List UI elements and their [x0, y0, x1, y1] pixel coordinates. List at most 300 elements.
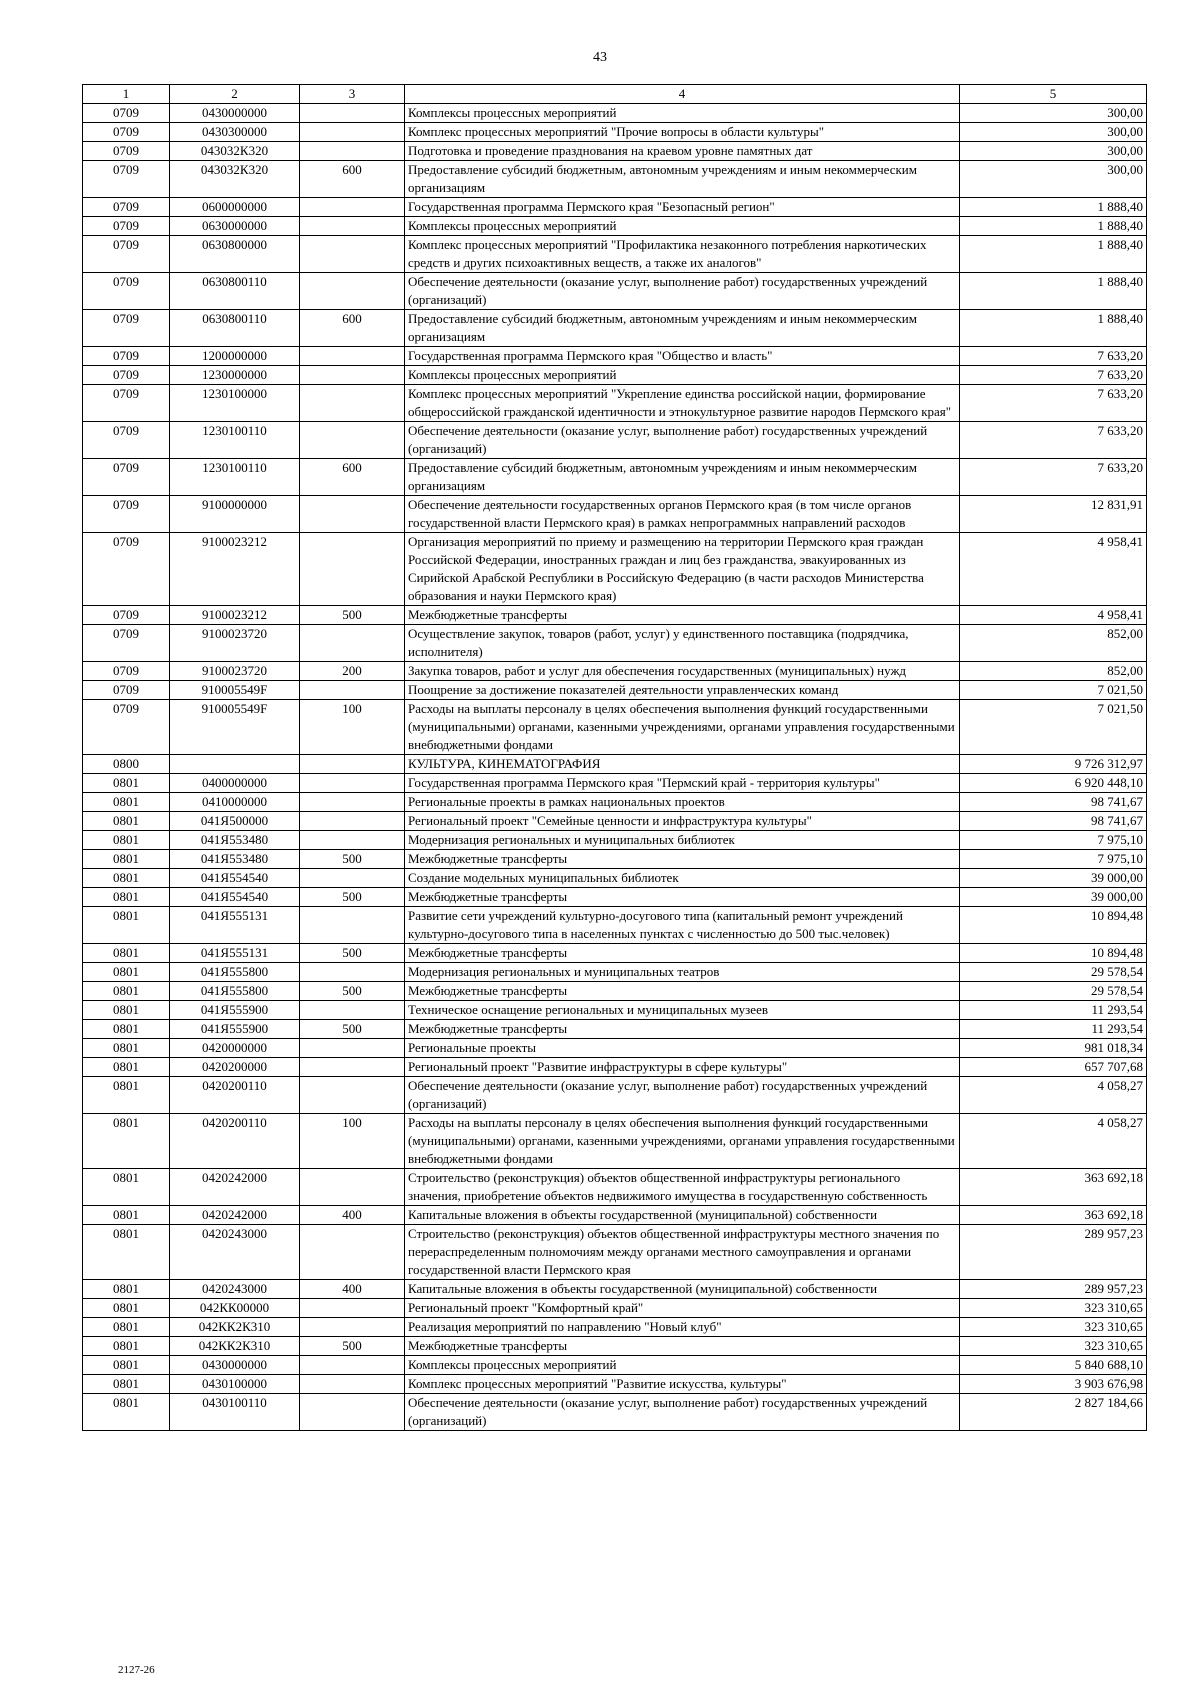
- section-code-cell: 0801: [83, 963, 170, 982]
- table-row: [83, 907, 1147, 944]
- table-row: [83, 888, 1147, 907]
- target-article-code-cell: 043032К320: [170, 161, 300, 198]
- section-code-cell: 0709: [83, 422, 170, 459]
- section-code-cell: 0801: [83, 1299, 170, 1318]
- section-code-cell: 0709: [83, 533, 170, 606]
- amount-cell: 852,00: [960, 625, 1147, 662]
- budget-table: [82, 84, 1147, 1431]
- section-code-cell: 0709: [83, 236, 170, 273]
- table-row: [83, 1206, 1147, 1225]
- table-row: [83, 236, 1147, 273]
- item-name-cell: Государственная программа Пермского края "Безопасный регион": [405, 198, 960, 217]
- target-article-code-cell: 043032К320: [170, 142, 300, 161]
- item-name-cell: Комплексы процессных мероприятий: [405, 104, 960, 123]
- target-article-code-cell: 1230100000: [170, 385, 300, 422]
- expense-type-code-cell: 100: [300, 700, 405, 755]
- section-code-cell: 0709: [83, 347, 170, 366]
- table-body: [83, 104, 1147, 1431]
- section-code-cell: 0709: [83, 496, 170, 533]
- item-name-cell: Капитальные вложения в объекты государственной (муниципальной) собственности: [405, 1280, 960, 1299]
- expense-type-code-cell: [300, 123, 405, 142]
- section-code-cell: 0801: [83, 1206, 170, 1225]
- table-row: [83, 662, 1147, 681]
- expense-type-code-cell: 500: [300, 944, 405, 963]
- target-article-code-cell: 0400000000: [170, 774, 300, 793]
- amount-cell: 323 310,65: [960, 1318, 1147, 1337]
- target-article-code-cell: 1230100110: [170, 422, 300, 459]
- target-article-code-cell: 0420200110: [170, 1077, 300, 1114]
- table-row: [83, 963, 1147, 982]
- amount-cell: 657 707,68: [960, 1058, 1147, 1077]
- target-article-code-cell: 0430100110: [170, 1394, 300, 1431]
- item-name-cell: Реализация мероприятий по направлению "Новый клуб": [405, 1318, 960, 1337]
- target-article-code-cell: 0630800110: [170, 273, 300, 310]
- expense-type-code-cell: [300, 1169, 405, 1206]
- expense-type-code-cell: 600: [300, 310, 405, 347]
- section-code-cell: 0801: [83, 1356, 170, 1375]
- item-name-cell: Расходы на выплаты персоналу в целях обеспечения выполнения функций государственными (муниципальными) органами, казенными учреждениями, органами управления государственными внебюджетными фондами: [405, 1114, 960, 1169]
- amount-cell: 11 293,54: [960, 1020, 1147, 1039]
- amount-cell: 323 310,65: [960, 1299, 1147, 1318]
- target-article-code-cell: 0430000000: [170, 104, 300, 123]
- amount-cell: 300,00: [960, 123, 1147, 142]
- expense-type-code-cell: 200: [300, 662, 405, 681]
- column-header: 5: [960, 85, 1147, 104]
- amount-cell: 363 692,18: [960, 1206, 1147, 1225]
- section-code-cell: 0709: [83, 161, 170, 198]
- target-article-code-cell: 041Я555131: [170, 907, 300, 944]
- item-name-cell: Обеспечение деятельности (оказание услуг, выполнение работ) государственных учреждений (организаций): [405, 273, 960, 310]
- amount-cell: 11 293,54: [960, 1001, 1147, 1020]
- expense-type-code-cell: [300, 533, 405, 606]
- amount-cell: 7 633,20: [960, 422, 1147, 459]
- target-article-code-cell: 0630000000: [170, 217, 300, 236]
- footer-code: 2127-26: [118, 1664, 155, 1676]
- amount-cell: 4 058,27: [960, 1077, 1147, 1114]
- table-row: [83, 104, 1147, 123]
- section-code-cell: 0801: [83, 1077, 170, 1114]
- section-code-cell: 0801: [83, 888, 170, 907]
- item-name-cell: Подготовка и проведение празднования на краевом уровне памятных дат: [405, 142, 960, 161]
- table-row: [83, 831, 1147, 850]
- amount-cell: 300,00: [960, 142, 1147, 161]
- amount-cell: 39 000,00: [960, 869, 1147, 888]
- amount-cell: 363 692,18: [960, 1169, 1147, 1206]
- target-article-code-cell: 0420242000: [170, 1169, 300, 1206]
- item-name-cell: Комплекс процессных мероприятий "Профилактика незаконного потребления наркотических средств и других психоактивных веществ, а также их аналогов": [405, 236, 960, 273]
- expense-type-code-cell: [300, 1299, 405, 1318]
- item-name-cell: Обеспечение деятельности государственных органов Пермского края (в том числе органов государственной власти Пермского края) в рамках непрограммных направлений расходов: [405, 496, 960, 533]
- target-article-code-cell: 0630800110: [170, 310, 300, 347]
- table-row: [83, 123, 1147, 142]
- page-number: 43: [593, 50, 607, 65]
- table-row: [83, 793, 1147, 812]
- target-article-code-cell: 0430300000: [170, 123, 300, 142]
- item-name-cell: Межбюджетные трансферты: [405, 888, 960, 907]
- item-name-cell: Межбюджетные трансферты: [405, 850, 960, 869]
- item-name-cell: Обеспечение деятельности (оказание услуг, выполнение работ) государственных учреждений (организаций): [405, 1394, 960, 1431]
- expense-type-code-cell: [300, 273, 405, 310]
- amount-cell: 1 888,40: [960, 273, 1147, 310]
- section-code-cell: 0709: [83, 385, 170, 422]
- table-row: [83, 1039, 1147, 1058]
- section-code-cell: 0709: [83, 662, 170, 681]
- table-row: [83, 533, 1147, 606]
- item-name-cell: Капитальные вложения в объекты государственной (муниципальной) собственности: [405, 1206, 960, 1225]
- amount-cell: 7 633,20: [960, 347, 1147, 366]
- expense-type-code-cell: [300, 774, 405, 793]
- item-name-cell: Региональные проекты: [405, 1039, 960, 1058]
- amount-cell: 98 741,67: [960, 793, 1147, 812]
- target-article-code-cell: 9100000000: [170, 496, 300, 533]
- section-code-cell: 0800: [83, 755, 170, 774]
- expense-type-code-cell: [300, 1394, 405, 1431]
- table-row: [83, 606, 1147, 625]
- amount-cell: 289 957,23: [960, 1280, 1147, 1299]
- section-code-cell: 0709: [83, 310, 170, 347]
- expense-type-code-cell: [300, 347, 405, 366]
- amount-cell: 29 578,54: [960, 982, 1147, 1001]
- amount-cell: 2 827 184,66: [960, 1394, 1147, 1431]
- target-article-code-cell: 042КК00000: [170, 1299, 300, 1318]
- expense-type-code-cell: [300, 812, 405, 831]
- amount-cell: 1 888,40: [960, 236, 1147, 273]
- table-row: [83, 1394, 1147, 1431]
- table-header-row: [83, 85, 1147, 104]
- section-code-cell: 0801: [83, 812, 170, 831]
- table-row: [83, 273, 1147, 310]
- target-article-code-cell: 042КК2К310: [170, 1337, 300, 1356]
- section-code-cell: 0801: [83, 774, 170, 793]
- amount-cell: 3 903 676,98: [960, 1375, 1147, 1394]
- amount-cell: 852,00: [960, 662, 1147, 681]
- target-article-code-cell: 0630800000: [170, 236, 300, 273]
- amount-cell: 12 831,91: [960, 496, 1147, 533]
- table-row: [83, 755, 1147, 774]
- target-article-code-cell: 0430000000: [170, 1356, 300, 1375]
- item-name-cell: Осуществление закупок, товаров (работ, услуг) у единственного поставщика (подрядчика, исполнителя): [405, 625, 960, 662]
- section-code-cell: 0801: [83, 1039, 170, 1058]
- expense-type-code-cell: [300, 1375, 405, 1394]
- target-article-code-cell: 0420200000: [170, 1058, 300, 1077]
- table-row: [83, 1058, 1147, 1077]
- amount-cell: 981 018,34: [960, 1039, 1147, 1058]
- section-code-cell: 0709: [83, 104, 170, 123]
- item-name-cell: Расходы на выплаты персоналу в целях обеспечения выполнения функций государственными (муниципальными) органами, казенными учреждениями, органами управления государственными внебюджетными фондами: [405, 700, 960, 755]
- section-code-cell: 0801: [83, 1318, 170, 1337]
- section-code-cell: 0801: [83, 831, 170, 850]
- amount-cell: 10 894,48: [960, 944, 1147, 963]
- expense-type-code-cell: [300, 1356, 405, 1375]
- section-code-cell: 0801: [83, 869, 170, 888]
- amount-cell: 98 741,67: [960, 812, 1147, 831]
- target-article-code-cell: 1230100110: [170, 459, 300, 496]
- amount-cell: 7 633,20: [960, 366, 1147, 385]
- section-code-cell: 0801: [83, 1114, 170, 1169]
- expense-type-code-cell: [300, 217, 405, 236]
- amount-cell: 300,00: [960, 161, 1147, 198]
- item-name-cell: Строительство (реконструкция) объектов общественной инфраструктуры регионального значения, приобретение объектов недвижимого имущества в государственную собственность: [405, 1169, 960, 1206]
- amount-cell: 4 958,41: [960, 533, 1147, 606]
- table-row: [83, 625, 1147, 662]
- section-code-cell: 0709: [83, 366, 170, 385]
- table-row: [83, 1114, 1147, 1169]
- item-name-cell: Обеспечение деятельности (оказание услуг, выполнение работ) государственных учреждений (организаций): [405, 1077, 960, 1114]
- section-code-cell: 0709: [83, 217, 170, 236]
- amount-cell: 7 633,20: [960, 385, 1147, 422]
- expense-type-code-cell: 500: [300, 850, 405, 869]
- target-article-code-cell: 041Я554540: [170, 869, 300, 888]
- expense-type-code-cell: [300, 198, 405, 217]
- expense-type-code-cell: 500: [300, 888, 405, 907]
- target-article-code-cell: 1200000000: [170, 347, 300, 366]
- table-row: [83, 310, 1147, 347]
- amount-cell: 39 000,00: [960, 888, 1147, 907]
- table-row: [83, 459, 1147, 496]
- section-code-cell: 0801: [83, 850, 170, 869]
- column-header: 3: [300, 85, 405, 104]
- target-article-code-cell: 041Я554540: [170, 888, 300, 907]
- table-row: [83, 1020, 1147, 1039]
- expense-type-code-cell: 400: [300, 1280, 405, 1299]
- section-code-cell: 0801: [83, 1001, 170, 1020]
- target-article-code-cell: 0420242000: [170, 1206, 300, 1225]
- item-name-cell: Предоставление субсидий бюджетным, автономным учреждениям и иным некоммерческим организациям: [405, 310, 960, 347]
- target-article-code-cell: 0420200110: [170, 1114, 300, 1169]
- item-name-cell: Создание модельных муниципальных библиотек: [405, 869, 960, 888]
- item-name-cell: Техническое оснащение региональных и муниципальных музеев: [405, 1001, 960, 1020]
- expense-type-code-cell: [300, 385, 405, 422]
- expense-type-code-cell: [300, 1225, 405, 1280]
- item-name-cell: Региональный проект "Комфортный край": [405, 1299, 960, 1318]
- expense-type-code-cell: [300, 1001, 405, 1020]
- table-row: [83, 385, 1147, 422]
- item-name-cell: Комплексы процессных мероприятий: [405, 1356, 960, 1375]
- amount-cell: 4 958,41: [960, 606, 1147, 625]
- section-code-cell: 0801: [83, 1375, 170, 1394]
- section-code-cell: 0801: [83, 793, 170, 812]
- amount-cell: 7 975,10: [960, 850, 1147, 869]
- expense-type-code-cell: [300, 869, 405, 888]
- expense-type-code-cell: 500: [300, 982, 405, 1001]
- expense-type-code-cell: 100: [300, 1114, 405, 1169]
- item-name-cell: Межбюджетные трансферты: [405, 1337, 960, 1356]
- section-code-cell: 0801: [83, 1058, 170, 1077]
- amount-cell: 1 888,40: [960, 310, 1147, 347]
- section-code-cell: 0801: [83, 1020, 170, 1039]
- amount-cell: 323 310,65: [960, 1337, 1147, 1356]
- amount-cell: 5 840 688,10: [960, 1356, 1147, 1375]
- item-name-cell: Поощрение за достижение показателей деятельности управленческих команд: [405, 681, 960, 700]
- section-code-cell: 0709: [83, 142, 170, 161]
- target-article-code-cell: 041Я555900: [170, 1001, 300, 1020]
- target-article-code-cell: 041Я500000: [170, 812, 300, 831]
- table-row: [83, 1299, 1147, 1318]
- expense-type-code-cell: 400: [300, 1206, 405, 1225]
- expense-type-code-cell: [300, 1077, 405, 1114]
- table-row: [83, 1077, 1147, 1114]
- section-code-cell: 0709: [83, 606, 170, 625]
- item-name-cell: Комплексы процессных мероприятий: [405, 366, 960, 385]
- amount-cell: 1 888,40: [960, 217, 1147, 236]
- target-article-code-cell: 0420243000: [170, 1225, 300, 1280]
- amount-cell: 4 058,27: [960, 1114, 1147, 1169]
- section-code-cell: 0709: [83, 273, 170, 310]
- expense-type-code-cell: [300, 366, 405, 385]
- item-name-cell: Региональные проекты в рамках национальных проектов: [405, 793, 960, 812]
- expense-type-code-cell: [300, 104, 405, 123]
- expense-type-code-cell: [300, 755, 405, 774]
- table-row: [83, 869, 1147, 888]
- target-article-code-cell: 041Я555900: [170, 1020, 300, 1039]
- target-article-code-cell: 9100023720: [170, 625, 300, 662]
- item-name-cell: Обеспечение деятельности (оказание услуг, выполнение работ) государственных учреждений (организаций): [405, 422, 960, 459]
- item-name-cell: Организация мероприятий по приему и размещению на территории Пермского края граждан Российской Федерации, иностранных граждан и лиц без гражданства, эвакуированных из Сирийской Арабской Республики в Российскую Федерацию (в части расходов Министерства образования и науки Пермского края): [405, 533, 960, 606]
- column-header: 4: [405, 85, 960, 104]
- section-code-cell: 0801: [83, 1169, 170, 1206]
- target-article-code-cell: 041Я553480: [170, 831, 300, 850]
- target-article-code-cell: 910005549F: [170, 681, 300, 700]
- amount-cell: 1 888,40: [960, 198, 1147, 217]
- item-name-cell: Государственная программа Пермского края "Общество и власть": [405, 347, 960, 366]
- expense-type-code-cell: [300, 422, 405, 459]
- section-code-cell: 0801: [83, 1337, 170, 1356]
- table-row: [83, 1169, 1147, 1206]
- expense-type-code-cell: [300, 496, 405, 533]
- expense-type-code-cell: [300, 963, 405, 982]
- target-article-code-cell: 0420243000: [170, 1280, 300, 1299]
- item-name-cell: Региональный проект "Развитие инфраструктуры в сфере культуры": [405, 1058, 960, 1077]
- expense-type-code-cell: [300, 831, 405, 850]
- section-code-cell: 0801: [83, 944, 170, 963]
- target-article-code-cell: 0600000000: [170, 198, 300, 217]
- item-name-cell: Модернизация региональных и муниципальных библиотек: [405, 831, 960, 850]
- amount-cell: 9 726 312,97: [960, 755, 1147, 774]
- item-name-cell: Межбюджетные трансферты: [405, 944, 960, 963]
- table-row: [83, 812, 1147, 831]
- table-row: [83, 1356, 1147, 1375]
- item-name-cell: КУЛЬТУРА, КИНЕМАТОГРАФИЯ: [405, 755, 960, 774]
- target-article-code-cell: 9100023212: [170, 606, 300, 625]
- table-row: [83, 217, 1147, 236]
- item-name-cell: Межбюджетные трансферты: [405, 982, 960, 1001]
- expense-type-code-cell: 500: [300, 606, 405, 625]
- section-code-cell: 0709: [83, 625, 170, 662]
- section-code-cell: 0709: [83, 198, 170, 217]
- table-row: [83, 1001, 1147, 1020]
- item-name-cell: Региональный проект "Семейные ценности и инфраструктура культуры": [405, 812, 960, 831]
- amount-cell: 300,00: [960, 104, 1147, 123]
- amount-cell: 7 021,50: [960, 681, 1147, 700]
- table-row: [83, 944, 1147, 963]
- table-row: [83, 142, 1147, 161]
- item-name-cell: Комплекс процессных мероприятий "Укрепление единства российской нации, формирование общероссийской гражданской идентичности и этнокультурное развитие народов Пермского края": [405, 385, 960, 422]
- table-row: [83, 1375, 1147, 1394]
- item-name-cell: Строительство (реконструкция) объектов общественной инфраструктуры местного значения по перераспределенным полномочиям между органами местного самоуправления и органами государственной власти Пермского края: [405, 1225, 960, 1280]
- target-article-code-cell: 0410000000: [170, 793, 300, 812]
- table-row: [83, 681, 1147, 700]
- target-article-code-cell: 042КК2К310: [170, 1318, 300, 1337]
- table-row: [83, 347, 1147, 366]
- section-code-cell: 0801: [83, 1394, 170, 1431]
- target-article-code-cell: 041Я555131: [170, 944, 300, 963]
- target-article-code-cell: [170, 755, 300, 774]
- table-row: [83, 700, 1147, 755]
- target-article-code-cell: 041Я555800: [170, 963, 300, 982]
- item-name-cell: Государственная программа Пермского края "Пермский край - территория культуры": [405, 774, 960, 793]
- section-code-cell: 0709: [83, 459, 170, 496]
- section-code-cell: 0709: [83, 681, 170, 700]
- expense-type-code-cell: 500: [300, 1020, 405, 1039]
- section-code-cell: 0801: [83, 982, 170, 1001]
- expense-type-code-cell: [300, 625, 405, 662]
- expense-type-code-cell: 600: [300, 459, 405, 496]
- section-code-cell: 0801: [83, 907, 170, 944]
- item-name-cell: Комплекс процессных мероприятий "Прочие вопросы в области культуры": [405, 123, 960, 142]
- table-row: [83, 161, 1147, 198]
- item-name-cell: Комплексы процессных мероприятий: [405, 217, 960, 236]
- expense-type-code-cell: [300, 236, 405, 273]
- expense-type-code-cell: [300, 142, 405, 161]
- amount-cell: 29 578,54: [960, 963, 1147, 982]
- item-name-cell: Модернизация региональных и муниципальных театров: [405, 963, 960, 982]
- amount-cell: 6 920 448,10: [960, 774, 1147, 793]
- target-article-code-cell: 9100023720: [170, 662, 300, 681]
- table-row: [83, 774, 1147, 793]
- target-article-code-cell: 0430100000: [170, 1375, 300, 1394]
- table-row: [83, 982, 1147, 1001]
- target-article-code-cell: 041Я555800: [170, 982, 300, 1001]
- item-name-cell: Предоставление субсидий бюджетным, автономным учреждениям и иным некоммерческим организациям: [405, 459, 960, 496]
- section-code-cell: 0801: [83, 1225, 170, 1280]
- table-row: [83, 198, 1147, 217]
- table-row: [83, 850, 1147, 869]
- expense-type-code-cell: [300, 907, 405, 944]
- amount-cell: 7 633,20: [960, 459, 1147, 496]
- amount-cell: 7 021,50: [960, 700, 1147, 755]
- expense-type-code-cell: [300, 1318, 405, 1337]
- target-article-code-cell: 0420000000: [170, 1039, 300, 1058]
- target-article-code-cell: 041Я553480: [170, 850, 300, 869]
- column-header: 1: [83, 85, 170, 104]
- table-row: [83, 422, 1147, 459]
- section-code-cell: 0709: [83, 123, 170, 142]
- table-row: [83, 1337, 1147, 1356]
- expense-type-code-cell: 600: [300, 161, 405, 198]
- expense-type-code-cell: [300, 681, 405, 700]
- column-header: 2: [170, 85, 300, 104]
- amount-cell: 7 975,10: [960, 831, 1147, 850]
- table-row: [83, 1225, 1147, 1280]
- expense-type-code-cell: [300, 1058, 405, 1077]
- table-row: [83, 496, 1147, 533]
- target-article-code-cell: 910005549F: [170, 700, 300, 755]
- amount-cell: 10 894,48: [960, 907, 1147, 944]
- item-name-cell: Комплекс процессных мероприятий "Развитие искусства, культуры": [405, 1375, 960, 1394]
- amount-cell: 289 957,23: [960, 1225, 1147, 1280]
- item-name-cell: Закупка товаров, работ и услуг для обеспечения государственных (муниципальных) нужд: [405, 662, 960, 681]
- expense-type-code-cell: [300, 793, 405, 812]
- item-name-cell: Межбюджетные трансферты: [405, 1020, 960, 1039]
- item-name-cell: Развитие сети учреждений культурно-досугового типа (капитальный ремонт учреждений культурно-досугового типа в населенных пунктах с численностью до 500 тыс.человек): [405, 907, 960, 944]
- target-article-code-cell: 1230000000: [170, 366, 300, 385]
- expense-type-code-cell: [300, 1039, 405, 1058]
- section-code-cell: 0709: [83, 700, 170, 755]
- expense-type-code-cell: 500: [300, 1337, 405, 1356]
- table-row: [83, 1280, 1147, 1299]
- item-name-cell: Межбюджетные трансферты: [405, 606, 960, 625]
- table-row: [83, 366, 1147, 385]
